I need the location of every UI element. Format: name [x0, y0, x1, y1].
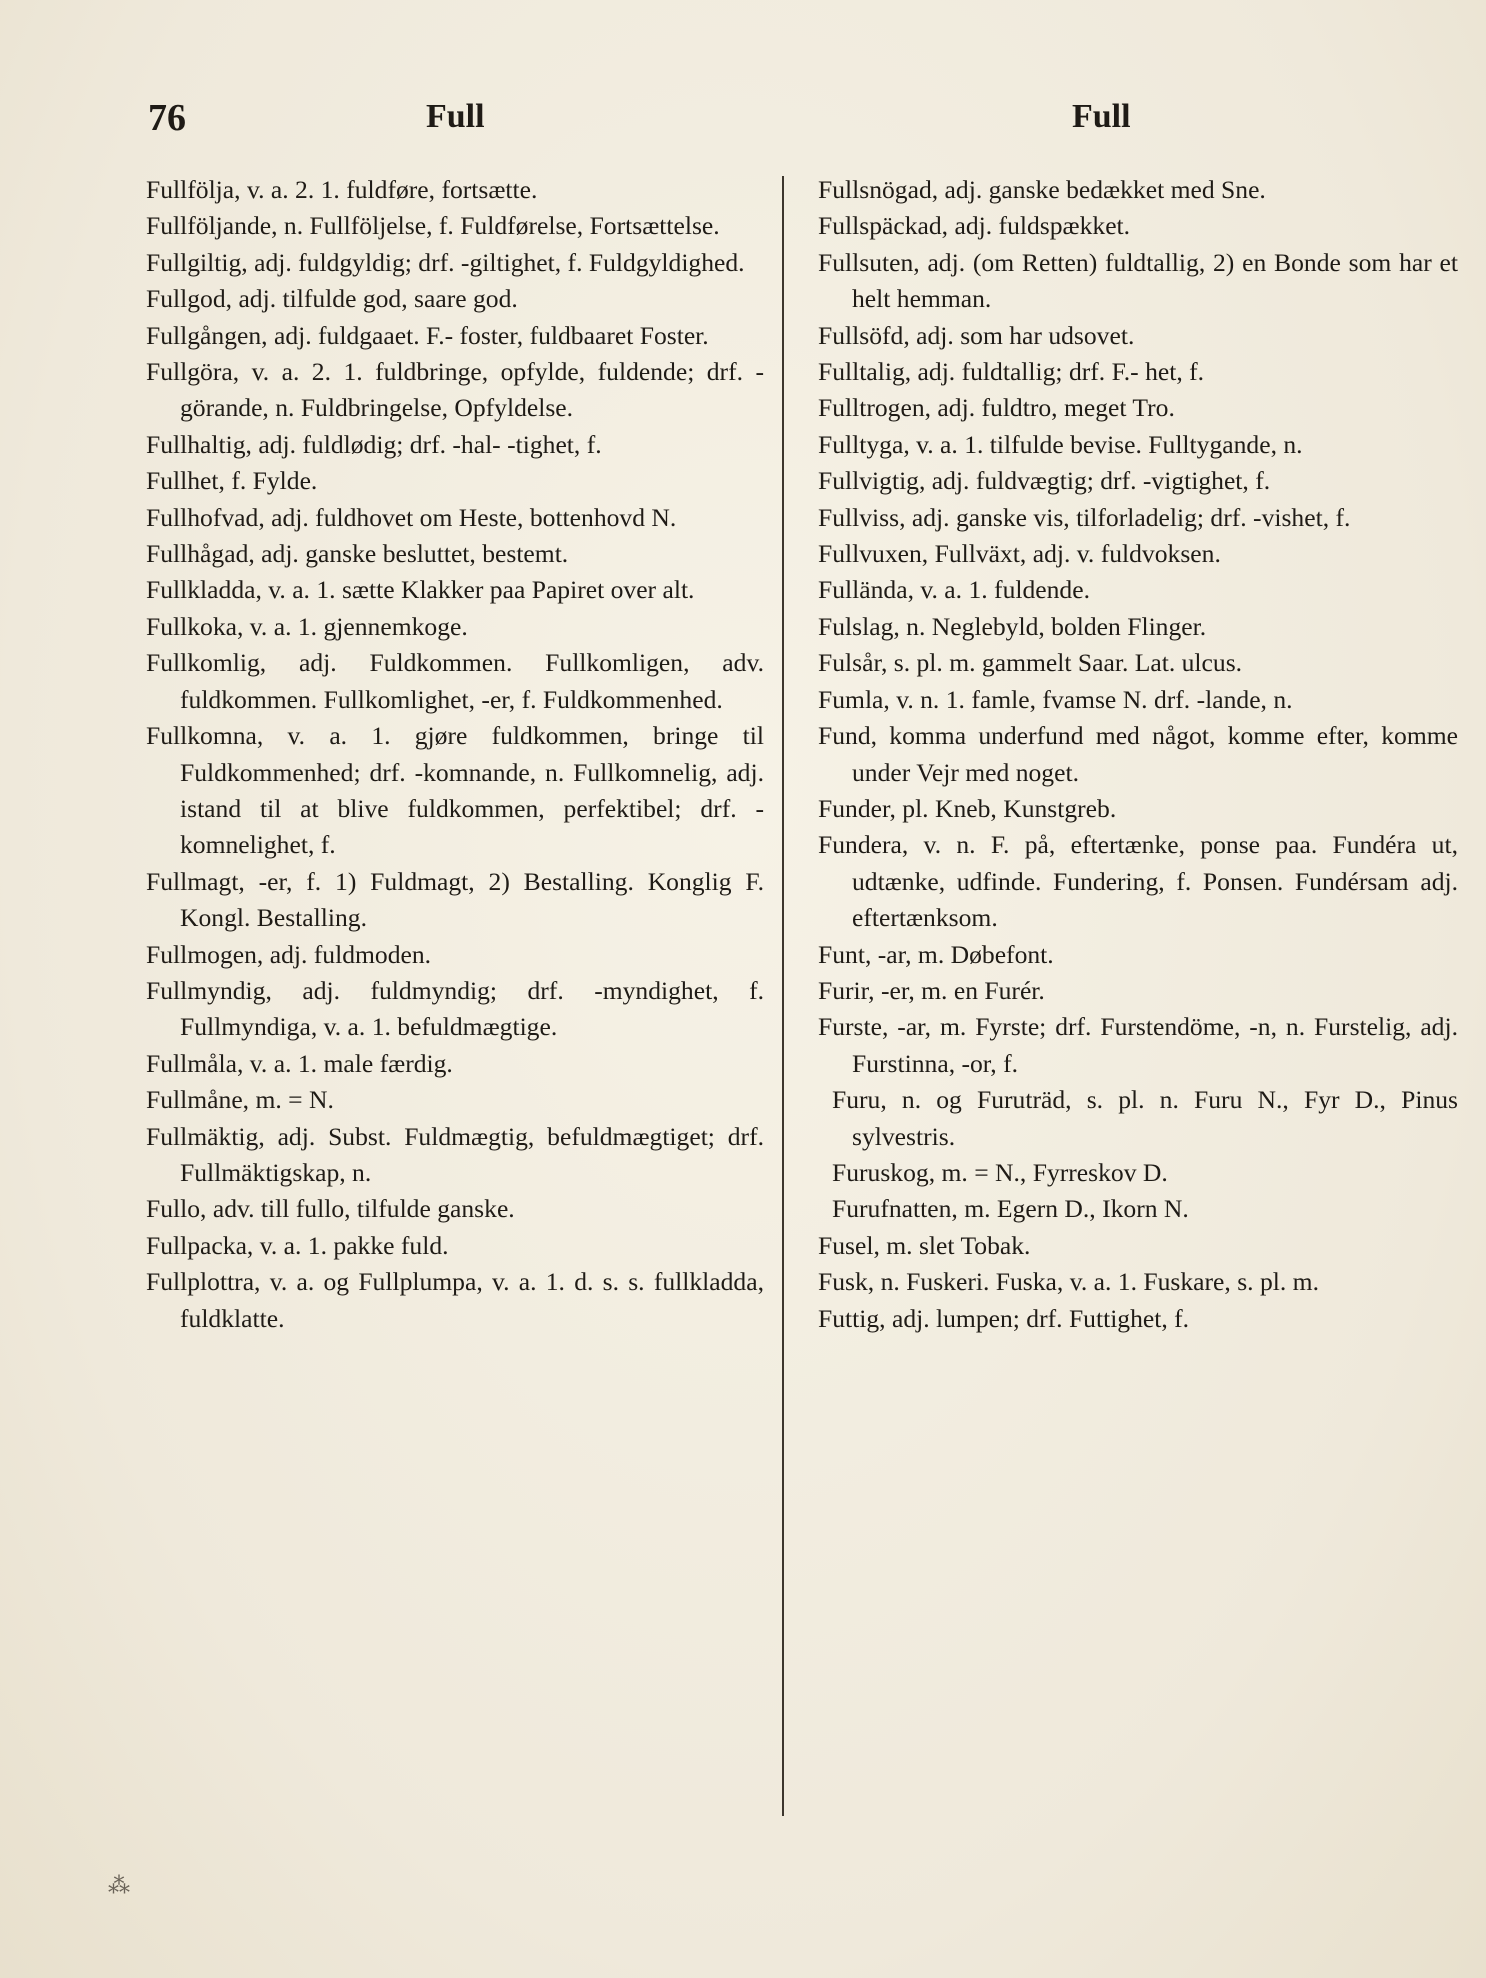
dictionary-entry: Fullhågad, adj. ganske besluttet, bestemt.: [146, 539, 569, 569]
dictionary-entry: Fullhet, f. Fylde.: [146, 466, 318, 496]
dictionary-entry: Fullplottra, v. a. og Fullplumpa, v. a. 1. d. s. s. fullkladda, fuldklatte.: [146, 1267, 764, 1333]
dictionary-entry: Furste, -ar, m. Fyrste; drf. Furstendöme, -n, n. Furstelig, adj. Furstinna, -or, f.: [818, 1012, 1458, 1078]
dictionary-entry: Furufnatten, m. Egern D., Ikorn N.: [832, 1194, 1189, 1224]
dictionary-entry: Fullspäckad, adj. fuldspækket.: [818, 211, 1131, 241]
dictionary-entry: Futtig, adj. lumpen; drf. Futtighet, f.: [818, 1303, 1190, 1333]
dictionary-entry: Fullvigtig, adj. fuldvægtig; drf. -vigtighet, f.: [818, 466, 1271, 496]
dictionary-entry: Fullända, v. a. 1. fuldende.: [818, 575, 1090, 605]
dictionary-entry: Fullfölja, v. a. 2. 1. fuldføre, fortsætte.: [146, 175, 538, 204]
paper-speck-mark: ⁂: [108, 1874, 130, 1899]
running-head-right: Full: [1072, 98, 1131, 135]
dictionary-entry: Fullmogen, adj. fuldmoden.: [146, 939, 432, 969]
dictionary-entry: Fullpacka, v. a. 1. pakke fuld.: [146, 1230, 449, 1260]
dictionary-entry: Fulsår, s. pl. m. gammelt Saar. Lat. ulcus.: [818, 648, 1243, 678]
dictionary-entry: Funt, -ar, m. Døbefont.: [818, 939, 1054, 969]
dictionary-entry: Fulslag, n. Neglebyld, bolden Flinger.: [818, 611, 1207, 641]
dictionary-entry: Fulltalig, adj. fuldtallig; drf. F.- het, f.: [818, 357, 1205, 387]
dictionary-entry: Fullkomna, v. a. 1. gjøre fuldkommen, bringe til Fuldkommenhed; drf. -komnande, n. Fullkomnelig, adj. istand til at blive fuldkommen, perfektibel; drf. -komnelighet, f.: [146, 721, 764, 860]
dictionary-entry: Fullsuten, adj. (om Retten) fuldtallig, 2) en Bonde som har et helt hemman.: [818, 247, 1458, 314]
dictionary-entry: Fullkomlig, adj. Fuldkommen. Fullkomligen, adv. fuldkommen. Fullkomlighet, -er, f. Fuldkommenhed.: [146, 648, 764, 714]
dictionary-entry: Fullo, adv. till fullo, tilfulde ganske.: [146, 1194, 515, 1224]
column-divider: [782, 176, 784, 1816]
dictionary-entry: Fullgod, adj. tilfulde god, saare god.: [146, 284, 518, 314]
dictionary-entry: Fullgången, adj. fuldgaaet. F.- foster, fuldbaaret Foster.: [146, 320, 709, 350]
page-number: 76: [148, 97, 186, 139]
dictionary-entry: Fulltrogen, adj. fuldtro, meget Tro.: [818, 393, 1175, 423]
dictionary-entry: Fullviss, adj. ganske vis, tilforladelig; drf. -vishet, f.: [818, 502, 1351, 532]
dictionary-entry: Fullkoka, v. a. 1. gjennemkoge.: [146, 611, 468, 641]
dictionary-entry: Fund, komma underfund med något, komme efter, komme under Vejr med noget.: [818, 721, 1458, 787]
dictionary-entry: Fullvuxen, Fullväxt, adj. v. fuldvoksen.: [818, 539, 1221, 569]
right-column: [818, 172, 1458, 1337]
dictionary-entry: Fullhaltig, adj. fuldlødig; drf. -hal- -tighet, f.: [146, 429, 602, 459]
dictionary-entry: Fullmåne, m. = N.: [146, 1085, 334, 1115]
dictionary-entry: Fullgöra, v. a. 2. 1. fuldbringe, opfylde, fuldende; drf. -görande, n. Fuldbringelse, Opfyldelse.: [146, 357, 764, 423]
dictionary-entry: Funder, pl. Kneb, Kunstgreb.: [818, 793, 1117, 823]
dictionary-entry: Fumla, v. n. 1. famle, fvamse N. drf. -lande, n.: [818, 684, 1293, 714]
dictionary-entry: Fundera, v. n. F. på, eftertænke, ponse paa. Fundéra ut, udtænke, udfinde. Fundering, f. Ponsen. Fundérsam adj. eftertænksom.: [818, 830, 1458, 933]
dictionary-entry: Furu, n. og Furuträd, s. pl. n. Furu N., Fyr D., Pinus sylvestris.: [832, 1085, 1458, 1151]
dictionary-entry: Fullsnögad, adj. ganske bedækket med Sne.: [818, 175, 1266, 204]
dictionary-entry: Fullmagt, -er, f. 1) Fuldmagt, 2) Bestalling. Konglig F. Kongl. Bestalling.: [146, 866, 764, 933]
running-head-left: Full: [426, 98, 485, 135]
dictionary-entry: Fulltyga, v. a. 1. tilfulde bevise. Fulltygande, n.: [818, 429, 1303, 459]
dictionary-entry: Fullhofvad, adj. fuldhovet om Heste, bottenhovd N.: [146, 502, 677, 532]
dictionary-entry: Fullsöfd, adj. som har udsovet.: [818, 320, 1135, 350]
dictionary-entry: Fullmåla, v. a. 1. male færdig.: [146, 1048, 453, 1078]
left-column: [146, 172, 764, 1337]
dictionary-entry: Fullkladda, v. a. 1. sætte Klakker paa Papiret over alt.: [146, 575, 695, 605]
dictionary-entry: Furir, -er, m. en Furér.: [818, 975, 1045, 1005]
dictionary-entry: Fusel, m. slet Tobak.: [818, 1230, 1031, 1260]
page-header: [148, 96, 1446, 148]
dictionary-entry: Furuskog, m. = N., Fyrreskov D.: [832, 1157, 1168, 1187]
dictionary-entry: Fullgiltig, adj. fuldgyldig; drf. -giltighet, f. Fuldgyldighed.: [146, 247, 745, 277]
dictionary-entry: Fusk, n. Fuskeri. Fuska, v. a. 1. Fuskare, s. pl. m.: [818, 1267, 1319, 1297]
dictionary-entry: Fullmyndig, adj. fuldmyndig; drf. -myndighet, f. Fullmyndiga, v. a. 1. befuldmægtige.: [146, 975, 764, 1042]
dictionary-entry: Fullmäktig, adj. Subst. Fuldmægtig, befuldmægtiget; drf. Fullmäktigskap, n.: [146, 1121, 764, 1187]
dictionary-entry: Fullföljande, n. Fullföljelse, f. Fuldførelse, Fortsættelse.: [146, 211, 720, 241]
